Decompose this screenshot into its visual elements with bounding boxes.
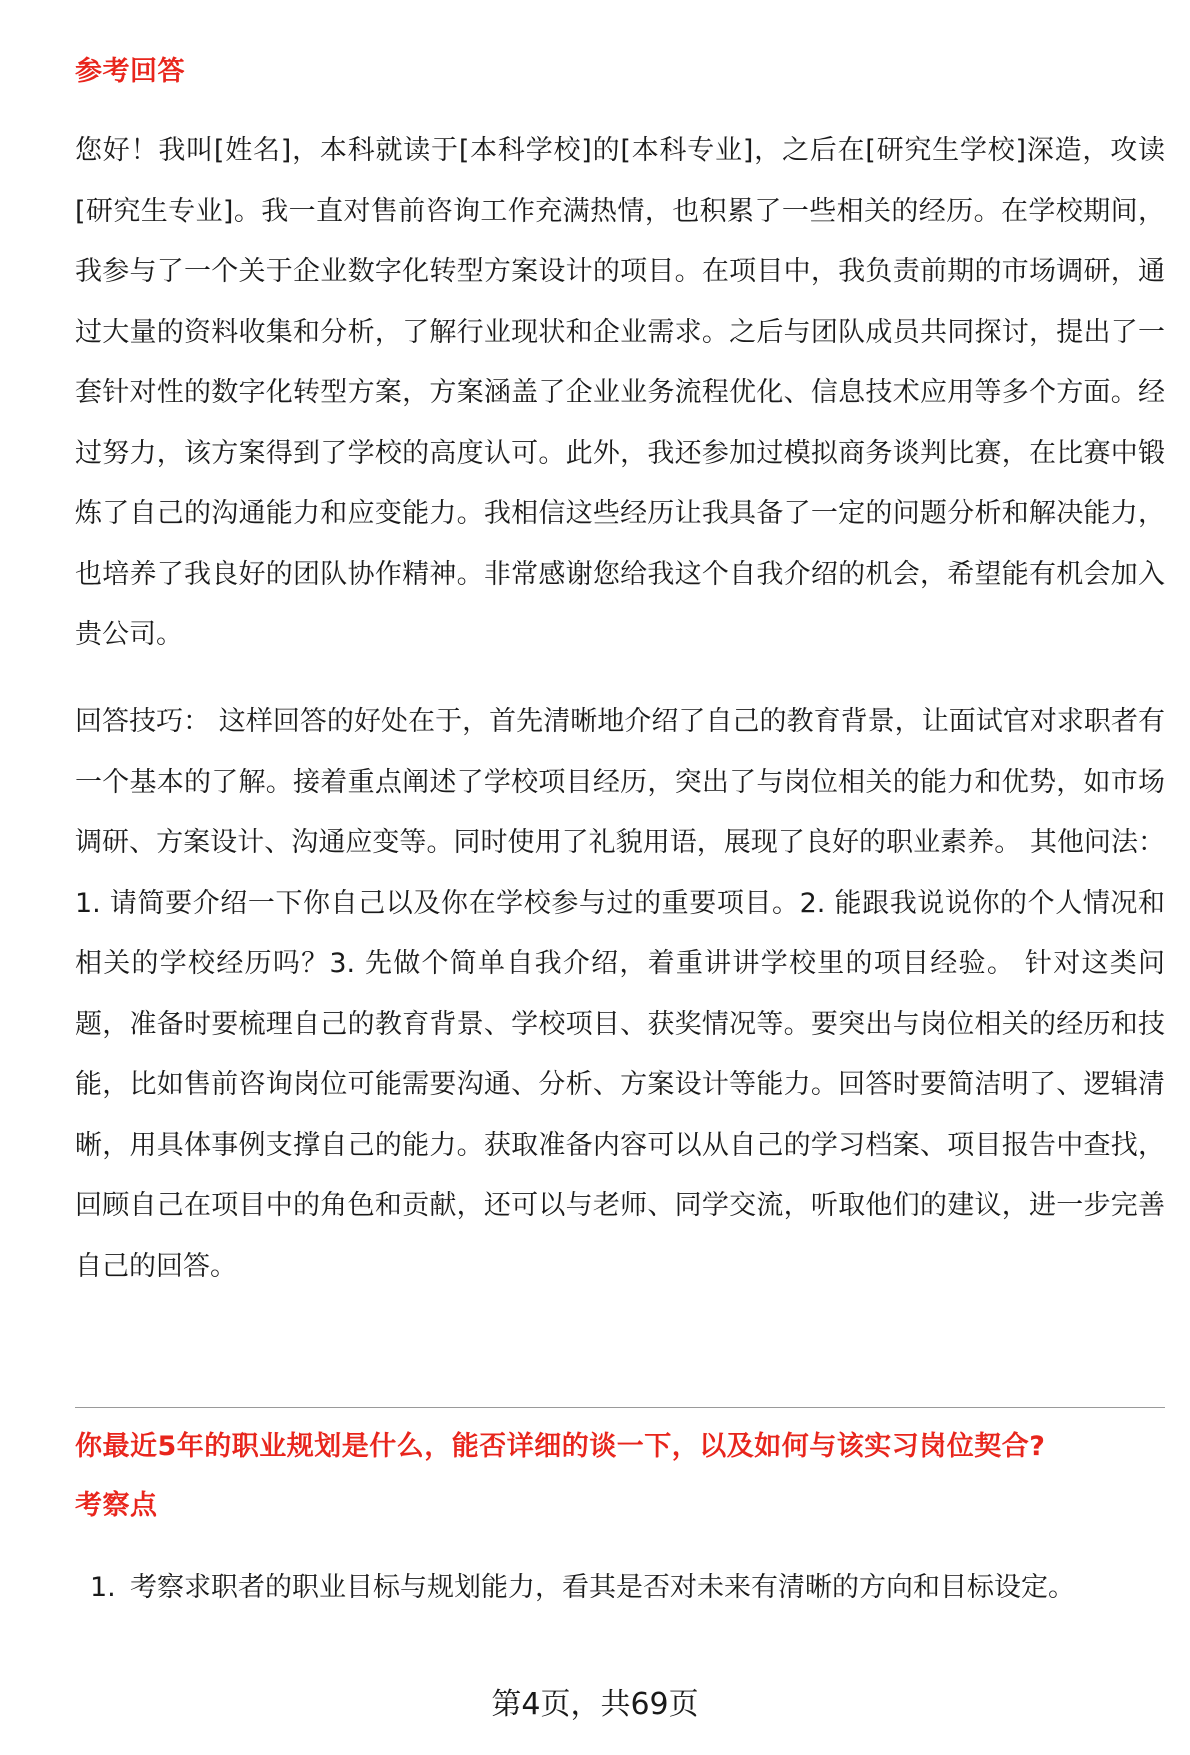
list-item — [90, 1558, 1165, 1618]
page-number-footer: 第4页，共69页 — [491, 1687, 699, 1722]
assessment-points-list — [90, 1558, 1165, 1618]
answer-paragraph: 您好！我叫[姓名]，本科就读于[本科学校]的[本科专业]，之后在[研究生学校]深造，攻读[研究生专业]。我一直对售前咨询工作充满热情，也积累了一些相关的经历。在学校期间，我参与了一个关于企业数字化转型方案设计的项目。在项目中，我负责前期的市场调研，通过大量的资料收集和分析，了解行业现状和企业需求。之后与团队成员共同探讨，提出了一套针对性的数字化转型方案，方案涵盖了企业业务流程优化、信息技术应用等多个方面。经过努力，该方案得到了学校的高度认可。此外，我还参加过模拟商务谈判比赛，在比赛中锻炼了自己的沟通能力和应变能力。我相信这些经历让我具备了一定的问题分析和解决能力，也培养了我良好的团队协作精神。非常感谢您给我这个自我介绍的机会，希望能有机会加入贵公司。 — [75, 135, 1165, 650]
section-divider — [75, 1407, 1165, 1408]
assessment-points-heading: 考察点 — [75, 1490, 158, 1521]
interview-question-heading: 你最近5年的职业规划是什么，能否详细的谈一下，以及如何与该实习岗位契合? — [75, 1431, 1046, 1462]
answer-tips-paragraph: 回答技巧： 这样回答的好处在于，首先清晰地介绍了自己的教育背景，让面试官对求职者有一个基本的了解。接着重点阐述了学校项目经历，突出了与岗位相关的能力和优势，如市场调研、方案设计、沟通应变等。同时使用了礼貌用语，展现了良好的职业素养。 其他问法：1. 请简要介绍一下你自己以及你在学校参与过的重要项目。2. 能跟我说说你的个人情况和相关的学校经历吗？3. 先做个简单自我介绍，着重讲讲学校里的项目经验。 针对这类问题，准备时要梳理自己的教育背景、学校项目、获奖情况等。要突出与岗位相关的经历和技能，比如售前咨询岗位可能需要沟通、分析、方案设计等能力。回答时要简洁明了、逻辑清晰，用具体事例支撑自己的能力。获取准备内容可以从自己的学习档案、项目报告中查找，回顾自己在项目中的角色和贡献，还可以与老师、同学交流，听取他们的建议，进一步完善自己的回答。 — [75, 706, 1165, 1282]
reference-answer-heading: 参考回答 — [75, 56, 185, 87]
list-item-text: 考察求职者的职业目标与规划能力，看其是否对未来有清晰的方向和目标设定。 — [130, 1572, 1075, 1603]
list-item-number: 1. — [90, 1572, 116, 1603]
